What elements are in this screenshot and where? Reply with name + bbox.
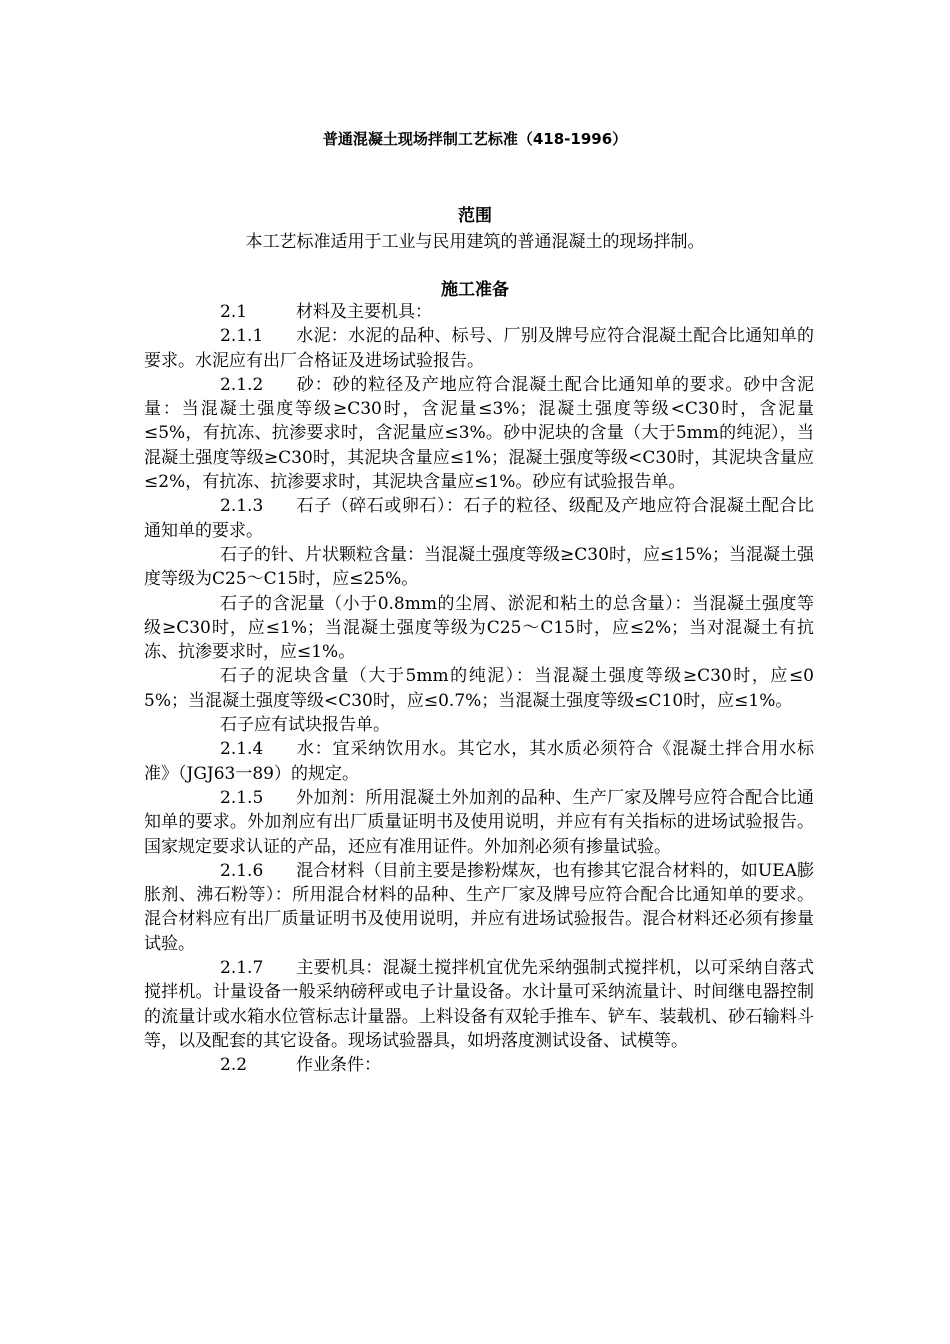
clause-2-1 [144,300,814,324]
clause-number: 2.1.5 [220,787,264,808]
paragraph-stone-flakiness [144,543,814,592]
clause-2-1-2 [144,373,814,494]
clause-text: 外加剂：所用混凝土外加剂的品种、生产厂家及牌号应符合配合比通知单的要求。外加剂应有出厂质量证明书及使用说明，并应有有关指标的进场试验报告。国家规定要求认证的产品，还应有准用证件。外加剂必须有掺量试验。 [144,787,814,857]
preparation-body [144,300,831,1078]
clause-number: 2.1 [220,302,248,322]
section-heading-scope: 范围 [458,206,492,226]
clause-2-2 [144,1053,814,1077]
clause-text: 材料及主要机具： [296,302,432,322]
clause-number: 2.1.2 [220,374,264,395]
clause-text: 水泥：水泥的品种、标号、厂别及牌号应符合混凝土配合比通知单的要求。水泥应有出厂合格证及进场试验报告。 [144,326,814,371]
section-heading-preparation: 施工准备 [441,280,509,300]
document-title: 普通混凝土现场拌制工艺标准（418-1996） [322,130,628,148]
clause-2-1-7 [144,956,814,1053]
clause-text: 水：宜采纳饮用水。其它水，其水质必须符合《混凝土拌合用水标准》（JGJ63一89）的规定。 [144,739,814,784]
clause-2-1-6 [144,859,814,956]
clause-text: 主要机具：混凝土搅拌机宜优先采纳强制式搅拌机，以可采纳自落式搅拌机。计量设备一般采纳磅秤或电子计量设备。水计量可采纳流量计、时间继电器控制的流量计或水箱水位管标志计量器。上料设备有双轮手推车、铲车、装载机、砂石输料斗等，以及配套的其它设备。现场试验器具，如坍落度测试设备、试模等。 [144,958,814,1051]
clause-2-1-4 [144,737,814,786]
clause-2-1-5 [144,786,814,859]
scope-paragraph: 本工艺标准适用于工业与民用建筑的普通混凝土的现场拌制。 [245,232,705,252]
clause-text: 作业条件： [296,1055,381,1076]
clause-number: 2.1.4 [220,739,264,760]
paragraph-text: 石子的含泥量（小于0.8mm的尘屑、淤泥和粘土的总含量）：当混凝土强度等级≥C30时，应≤1%；当混凝土强度等级为C25～C15时，应≤2%；当对混凝土有抗冻、抗渗要求时，应≤1%。 [144,593,814,663]
clause-text: 混合材料（目前主要是掺粉煤灰，也有掺其它混合材料的，如UEA膨胀剂、沸石粉等）：所用混合材料的品种、生产厂家及牌号应符合配合比通知单的要求。混合材料应有出厂质量证明书及使用说明，并应有进场试验报告。混合材料还必须有掺量试验。 [144,860,814,954]
clause-text: 石子（碎石或卵石）：石子的粒径、级配及产地应符合混凝土配合比通知单的要求。 [144,496,814,541]
clause-2-1-3 [144,494,814,543]
paragraph-text: 石子的针、片状颗粒含量：当混凝土强度等级≥C30时，应≤15%；当混凝土强度等级为C25～C15时，应≤25%。 [144,544,814,590]
clause-text: 砂：砂的粒径及产地应符合混凝土配合比通知单的要求。砂中含泥量：当混凝土强度等级≥C30时，含泥量≤3%；混凝土强度等级<C30时，含泥量≤5%，有抗冻、抗渗要求时，含泥量应≤3%。砂中泥块的含量（大于5mm的纯泥），当混凝土强度等级≥C30时，其泥块含量应≤1%；混凝土强度等级<C30时，其泥块含量应≤2%，有抗冻、抗渗要求时，其泥块含量应≤1%。砂应有试验报告单。 [144,374,814,493]
clause-number: 2.1.7 [220,958,264,979]
paragraph-stone-clay-lumps [144,664,831,713]
clause-number: 2.1.6 [220,860,264,881]
clause-number: 2.1.1 [220,326,264,347]
paragraph-stone-report [144,713,814,737]
paragraph-text: 石子应有试块报告单。 [220,715,390,736]
clause-number: 2.1.3 [220,496,264,517]
paragraph-text: 石子的泥块含量（大于5mm的纯泥）：当混凝土强度等级≥C30时，应≤0 5%；当混凝土强度等级<C30时，应≤0.7%；当混凝土强度等级≤C10时，应≤1%。 [144,666,831,711]
paragraph-stone-mud-content [144,592,814,665]
clause-number: 2.2 [220,1055,248,1076]
clause-2-1-1 [144,324,814,373]
